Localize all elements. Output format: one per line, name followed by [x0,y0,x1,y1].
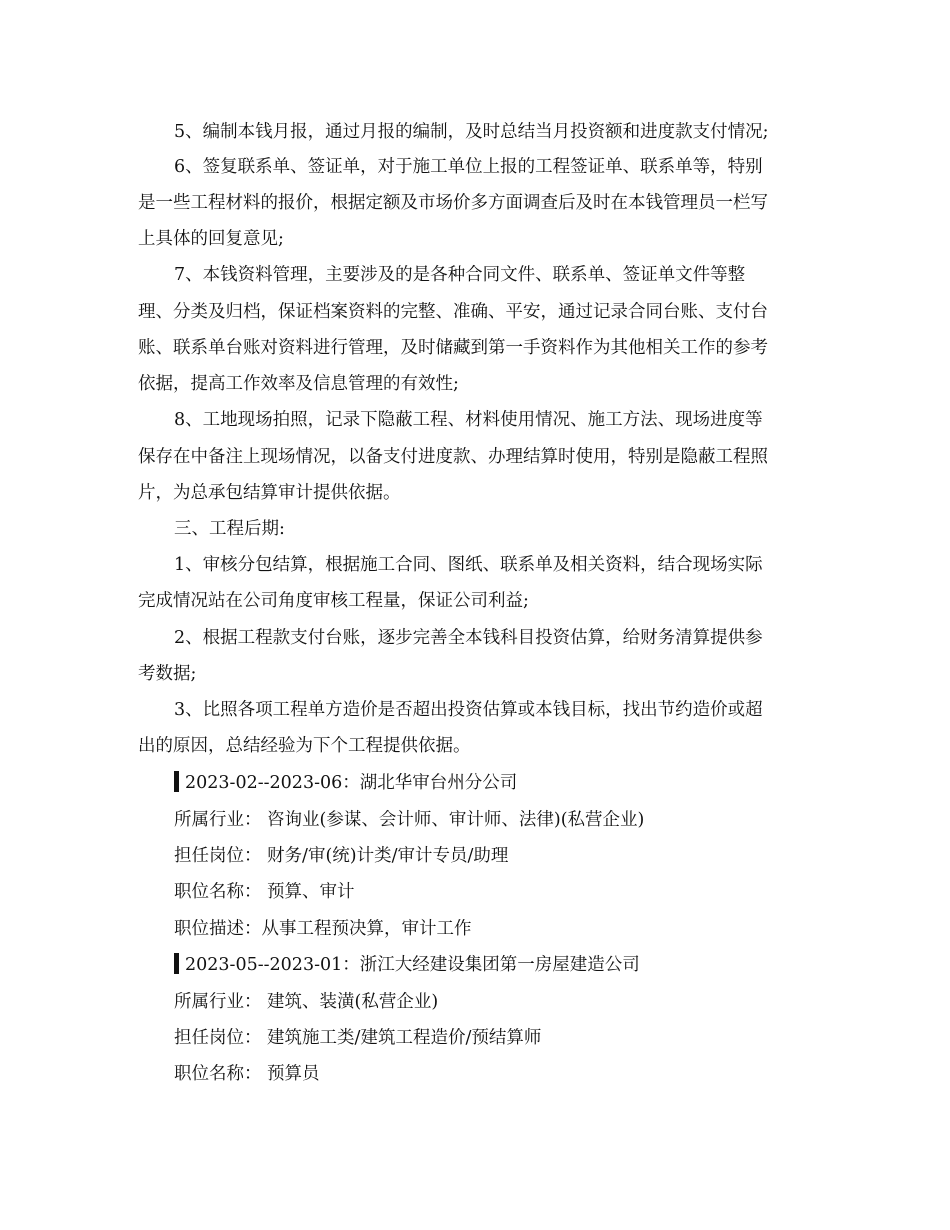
job-post: 担任岗位： 财务/审(统)计类/审计专员/助理 [174,846,509,866]
job-post: 担任岗位： 建筑施工类/建筑工程造价/预结算师 [174,1028,542,1048]
paragraph-line: 是一些工程材料的报价，根据定额及市场价多方面调查后及时在本钱管理员一栏写 [138,193,768,213]
paragraph-line: 保存在中备注上现场情况，以备支付进度款、办理结算时使用，特别是隐蔽工程照 [138,447,768,467]
paragraph-line: 2、根据工程款支付台账，逐步完善全本钱科目投资估算，给财务清算提供参 [174,628,763,648]
job-title: 职位名称： 预算、审计 [174,882,355,902]
paragraph-line: 6、签复联系单、签证单，对于施工单位上报的工程签证单、联系单等，特别 [174,157,763,177]
paragraph-line: 理、分类及归档，保证档案资料的完整、准确、平安，通过记录合同台账、支付台 [138,302,768,322]
job-header [174,953,640,977]
paragraph-line: 7、本钱资料管理，主要涉及的是各种合同文件、联系单、签证单文件等整 [174,265,746,285]
paragraph-line: 考数据; [138,664,197,684]
paragraph-line: 1、审核分包结算，根据施工合同、图纸、联系单及相关资料，结合现场实际 [174,555,763,575]
paragraph-line: 片，为总承包结算审计提供依据。 [138,483,401,503]
paragraph-line: 5、编制本钱月报，通过月报的编制，及时总结当月投资额和进度款支付情况; [174,122,769,142]
section-heading: 三、工程后期: [174,519,285,539]
paragraph-line: 出的原因，总结经验为下个工程提供依据。 [138,736,471,756]
bullet-bar-icon [174,771,179,792]
paragraph-line: 8、工地现场拍照，记录下隐蔽工程、材料使用情况、施工方法、现场进度等 [174,410,763,430]
paragraph-line: 完成情况站在公司角度审核工程量，保证公司利益; [138,591,529,611]
job-industry: 所属行业： 咨询业(参谋、会计师、审计师、法律)(私营企业) [174,810,645,830]
paragraph-line: 账、联系单台账对资料进行管理，及时储藏到第一手资料作为其他相关工作的参考 [138,338,768,358]
paragraph-line: 3、比照各项工程单方造价是否超出投资估算或本钱目标，找出节约造价或超 [174,700,763,720]
job-header-text: 2023-05--2023-01：浙江大经建设集团第一房屋建造公司 [185,955,640,975]
job-industry: 所属行业： 建筑、装潢(私营企业) [174,992,439,1012]
job-header-text: 2023-02--2023-06：湖北华审台州分公司 [185,773,518,793]
paragraph-line: 上具体的回复意见; [138,229,284,249]
paragraph-line: 依据，提高工作效率及信息管理的有效性; [138,374,459,394]
bullet-bar-icon [174,953,179,974]
job-description: 职位描述：从事工程预决算，审计工作 [174,919,472,939]
job-title: 职位名称： 预算员 [174,1064,320,1084]
job-header [174,771,517,795]
